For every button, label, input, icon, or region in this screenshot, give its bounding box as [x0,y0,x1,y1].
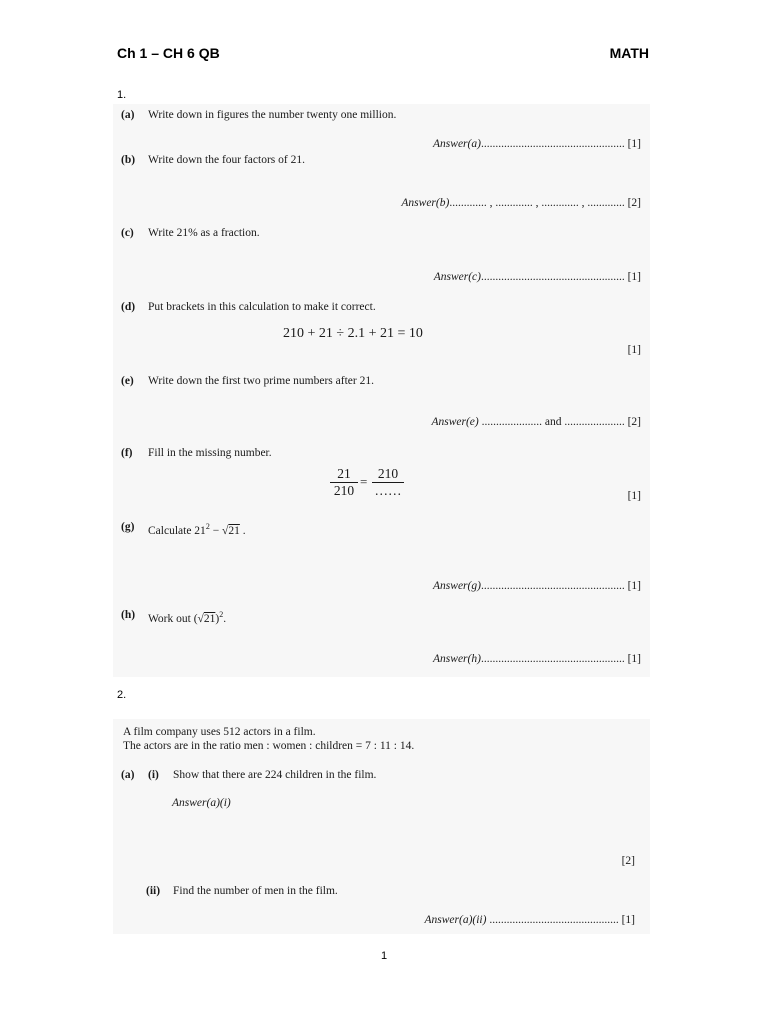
q1f-text: Fill in the missing number. [148,447,272,459]
q1h-text-prefix: Work out (√ [148,612,204,625]
q2ai-label: (i) [148,769,159,781]
q1b-answer [401,197,641,209]
q1b-answer-label: Answer(b) [401,197,450,209]
q1f-left-fraction [330,466,358,499]
q1e-answer [431,416,641,428]
q1g-text [148,520,246,538]
q1c-label: (c) [121,227,134,239]
q1g-answer-line[interactable]: .................................................. [480,580,625,592]
q1f-missing-denominator[interactable]: …… [374,483,402,498]
q1h-text-close: ) [215,612,220,625]
q1c-answer-label: Answer(c) [433,271,481,283]
q2aii-label: (ii) [146,885,161,897]
q1e-answer-label: Answer(e) [431,416,479,428]
q1f-label: (f) [121,447,133,459]
q1g-radicand: 21 [228,524,240,537]
q1g-mark: [1] [627,580,641,592]
question-1-number: 1. [117,89,127,101]
q1h-mark: [1] [627,653,641,665]
q1h-text-suffix: . [223,612,227,625]
q1g-exponent: 2 [205,522,210,531]
q1g-text-mid: − √ [209,524,229,537]
q1d-text: Put brackets in this calculation to make it correct. [148,301,376,313]
q1c-answer [434,271,641,283]
q1g-answer-label: Answer(g) [433,580,481,592]
q2-intro-line-2: The actors are in the ratio men : women : children = 7 : 11 : 14. [123,740,415,752]
q2aii-answer [424,914,635,926]
q1a-answer-line[interactable]: .................................................. [480,138,625,150]
q1c-text: Write 21% as a fraction. [148,227,260,239]
q1f-mark: [1] [627,490,641,502]
q1a-answer [433,138,641,150]
q1e-label: (e) [121,375,134,387]
q1d-label: (d) [121,301,136,313]
q1g-text-suffix: . [239,524,246,537]
q1h-answer-label: Answer(h) [433,653,481,665]
q1b-text: Write down the four factors of 21. [148,154,305,166]
q1h-text [148,608,226,626]
q1h-answer [433,653,641,665]
q1d-equation: 210 + 21 ÷ 2.1 + 21 = 10 [283,326,423,341]
q2aii-mark: [1] [621,914,635,926]
q2ai-answer-label [172,797,231,809]
q1h-label: (h) [121,609,136,621]
q2aii-answer-line[interactable]: ............................................. [486,914,619,926]
header-title: Ch 1 – CH 6 QB [117,45,220,61]
q1b-label: (b) [121,154,136,166]
q1g-text-prefix: Calculate 21 [148,524,206,537]
q1c-mark: [1] [627,271,641,283]
q1g-label: (g) [121,521,135,533]
q1h-radicand: 21 [203,612,216,625]
question-2-number: 2. [117,689,127,701]
q1b-answer-line[interactable]: ............. , ............. , ............. , ............. [449,197,625,209]
q1b-mark: [2] [627,197,641,209]
q1f-equals: = [360,474,368,489]
q1a-label: (a) [121,109,135,121]
q1e-text: Write down the first two prime numbers after 21. [148,375,374,387]
q1f-left-numerator: 21 [330,466,358,483]
q2-intro-line-1: A film company uses 512 actors in a film. [123,726,316,738]
q1e-mark: [2] [627,416,641,428]
q2a-label: (a) [121,769,135,781]
q1h-exponent: 2 [219,610,224,619]
header-subject: MATH [609,45,649,61]
q1a-mark: [1] [627,138,641,150]
q1a-answer-label: Answer(a) [433,138,481,150]
q2ai-answer-label-text: Answer(a)(i) [172,797,231,809]
q1c-answer-line[interactable]: .................................................. [480,271,625,283]
q2aii-text: Find the number of men in the film. [173,885,338,897]
q1f-left-denominator: 210 [333,483,355,498]
q1a-text: Write down in figures the number twenty one million. [148,109,397,121]
q1f-right-fraction [372,466,404,499]
q2ai-mark: [2] [621,855,635,867]
q2ai-text: Show that there are 224 children in the film. [173,769,377,781]
page-number: 1 [380,950,388,962]
q1d-mark: [1] [627,344,641,356]
q1h-answer-line[interactable]: .................................................. [480,653,625,665]
q1g-answer [433,580,641,592]
q1e-answer-line[interactable]: ..................... and ..................... [478,416,628,428]
q1f-right-numerator: 210 [372,466,404,483]
q2aii-answer-label: Answer(a)(ii) [424,914,487,926]
